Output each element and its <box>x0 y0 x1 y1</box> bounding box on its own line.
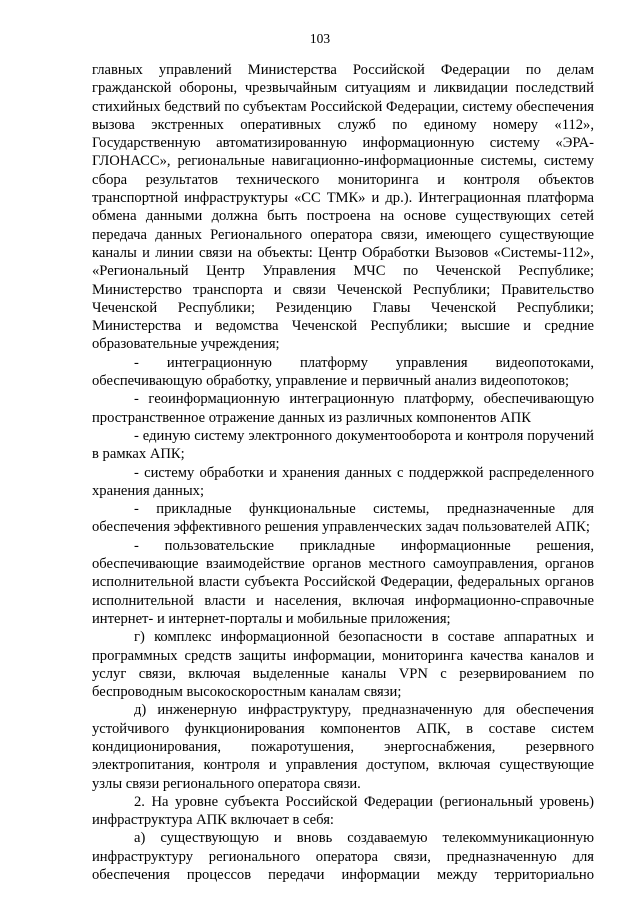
list-item-geo-platform: - геоинформационную интеграционную платформу, обеспечивающую пространственное отражение данных из различных компонентов АПК <box>92 391 594 426</box>
body-text <box>92 61 594 884</box>
page-number: 103 <box>309 31 331 46</box>
list-item-document-flow: - единую систему электронного документооборота и контроля поручений в рамках АПК; <box>92 427 594 463</box>
list-item-user-solutions: - пользовательские прикладные информационные решения, обеспечивающие взаимодействие органов местного самоуправления, органов исполнительной власти субъекта Российской Федерации, федеральных органов исполнительной власти и населения, включая информационно-справочные интернет- и интернет-порталы и мобильные приложения; <box>92 537 594 627</box>
paragraph-continuation: главных управлений Министерства Российской Федерации по делам гражданской обороны, чрезвычайным ситуациям и ликвидации последствий стихийных бедствий по субъектам Российской Федерации, систему обеспечения вызова экстренных оперативных служб по единому номеру «112», Государственную автоматизированную информационную систему «ЭРА-ГЛОНАСС», региональные навигационно-информационные системы, систему сбора результатов технического мониторинга и контроля объектов транспортной инфраструктуры «СС ТМК» и др.). Интеграционная платформа обмена данными должна быть построена на основе существующих сетей передача данных Регионального оператора связи, имеющего существующие каналы и линии связи на объекты: Центр Обработки Вызовов «Системы-112», «Региональный Центр Управления МЧС по Чеченской Республике; Министерство транспорта и связи Чеченской Республики; Правительство Чеченской Республики; Резиденцию Главы Чеченской Республики; Министерства и ведомства Чеченской Республики; высшие и средние образовательные учреждения; <box>92 62 594 353</box>
paragraph-regional-level: 2. На уровне субъекта Российской Федерации (региональный уровень) инфраструктура АПК включает в себя: <box>92 793 594 829</box>
paragraph-security-complex: г) комплекс информационной безопасности в составе аппаратных и программных средств защиты информации, мониторинга качества каналов и услуг связи, включая выделенные каналы VPN с резервированием по беспроводным высокоскоростным каналам связи; <box>92 629 594 701</box>
list-item-applied-systems: - прикладные функциональные системы, предназначенные для обеспечения эффективного решения управленческих задач пользователей АПК; <box>92 501 594 536</box>
paragraph-telecom-infrastructure: а) существующую и вновь создаваемую телекоммуникационную инфраструктуру регионального оператора связи, предназначенную для обеспечения процессов передачи информации между территориально <box>92 830 594 884</box>
list-item-data-storage: - систему обработки и хранения данных с поддержкой распределенного хранения данных; <box>92 464 594 499</box>
list-item-video-platform: - интеграционную платформу управления видеопотоками, обеспечивающую обработку, управление и первичный анализ видеопотоков; <box>92 354 594 390</box>
paragraph-engineering-infrastructure: д) инженерную инфраструктуру, предназначенную для обеспечения устойчивого функционирования компонентов АПК, в составе систем кондиционирования, пожаротушения, энергоснабжения, резервного электропитания, контроля и управления доступом, включая существующие узлы связи регионального оператора связи. <box>92 702 594 792</box>
